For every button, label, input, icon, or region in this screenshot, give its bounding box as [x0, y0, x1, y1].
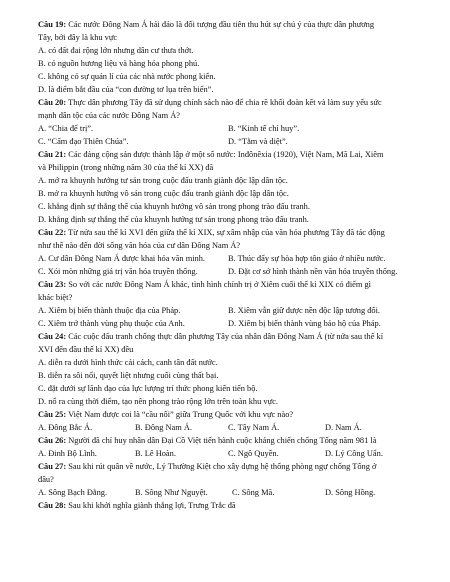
question-number: Câu 27: — [38, 462, 67, 471]
question-number: Câu 24: — [38, 332, 67, 341]
question-22-option-a: A. Cư dân Đông Nam Á được khai hóa văn minh. — [38, 254, 206, 263]
question-number: Câu 21: — [38, 150, 67, 159]
question-22-option-d: D. Đặt cơ sở hình thành nền văn hóa truyền thống. — [228, 267, 398, 276]
question-22-option-b: B. Thúc đẩy sự hòa hợp tôn giáo ở nhiều nước. — [228, 254, 386, 263]
question-21-option-c: C. khẳng định sự thắng thế của khuynh hướng vô sản trong phong trào đấu tranh. — [38, 202, 310, 211]
question-26-option-c: C. Ngô Quyền. — [228, 449, 279, 458]
question-number: Câu 28: — [38, 501, 67, 510]
question-27-stem-line-2: đâu? — [38, 475, 54, 484]
question-22-option-c: C. Xói mòn những giá trị văn hóa truyền thống. — [38, 267, 198, 276]
question-text: Các cuộc đấu tranh chống thực dân phương Tây của nhân dân Đông Nam Á (từ nửa sau thế kỉ — [68, 332, 384, 341]
question-24-option-c: C. đặt dưới sự lãnh đạo của lực lượng trí thức phong kiến tiến bộ. — [38, 384, 258, 393]
question-number: Câu 20: — [38, 98, 67, 107]
question-number: Câu 23: — [38, 280, 67, 289]
question-25-stem-line-1 — [38, 409, 438, 420]
question-24-stem-line-1 — [38, 331, 438, 342]
question-27-option-c: C. Sông Mã. — [232, 488, 275, 497]
question-20-option-d: D. “Tằm và diệt”. — [228, 137, 288, 146]
question-26-stem-line-1 — [38, 435, 438, 446]
question-25-option-b: B. Đông Nam Á. — [135, 423, 192, 432]
question-23-option-a: A. Xiêm bị biến thành thuộc địa của Pháp. — [38, 306, 181, 315]
question-24-option-a: A. diễn ra dưới hình thức cải cách, canh tân đất nước. — [38, 358, 218, 367]
question-26-option-a: A. Đinh Bộ Lĩnh. — [38, 449, 97, 458]
question-text: Việt Nam được coi là “cầu nối” giữa Trung Quốc với khu vực nào? — [68, 410, 294, 419]
question-21-stem-line-2: và Philippin (trong những năm 30 của thế kỉ XX) đã — [38, 163, 214, 172]
question-27-option-a: A. Sông Bạch Đằng. — [38, 488, 108, 497]
question-24-option-d: D. nổ ra cùng thời điểm, tạo nên phong trào rộng lớn trên toàn khu vực. — [38, 397, 278, 406]
question-20-option-c: C. “Cấm đạo Thiên Chúa”. — [38, 137, 129, 146]
question-23-option-c: C. Xiêm trở thành vùng phụ thuộc của Anh. — [38, 319, 185, 328]
question-text: Người đã chỉ huy nhân dân Đại Cồ Việt tiến hành cuộc kháng chiến chống Tống năm 981 là — [68, 436, 377, 445]
question-text: Các đảng cộng sản được thành lập ở một số nước: Inđônêxia (1920), Việt Nam, Mã Lai, Xiêm — [68, 150, 384, 159]
question-text: Sau khi khởi nghĩa giành thắng lợi, Trưng Trắc đã — [68, 501, 236, 510]
question-text: Các nước Đông Nam Á hải đảo là đối tượng đầu tiên thu hút sự chú ý của thực dân phương — [68, 20, 375, 29]
question-23-stem-line-2: khác biệt? — [38, 293, 73, 302]
question-23-stem-line-1 — [38, 279, 438, 290]
question-19-option-c: C. không có sự quản lí của các nhà nước phong kiến. — [38, 72, 216, 81]
question-19-option-a: A. có đất đai rộng lớn nhưng dân cư thưa thớt. — [38, 46, 194, 55]
question-number: Câu 26: — [38, 436, 67, 445]
question-26-option-d: D. Lý Công Uẩn. — [325, 449, 383, 458]
question-19-option-d: D. là điểm bắt đầu của “con đường tơ lụa trên biển”. — [38, 85, 214, 94]
question-19-option-b: B. có nguồn hương liệu và hàng hóa phong phú. — [38, 59, 200, 68]
question-text: Thực dân phương Tây đã sử dụng chính sách nào để chia rẽ khối đoàn kết và làm suy yếu sức — [68, 98, 382, 107]
question-25-option-c: C. Tây Nam Á. — [228, 423, 280, 432]
question-25-option-a: A. Đông Bắc Á. — [38, 423, 93, 432]
question-number: Câu 25: — [38, 410, 67, 419]
question-27-stem-line-1 — [38, 461, 438, 472]
question-19-stem-line-2: Tây, bởi đây là khu vực — [38, 33, 118, 42]
question-21-option-b: B. mở ra khuynh hướng vô sản trong cuộc đấu tranh giành độc lập dân tộc. — [38, 189, 289, 198]
question-text: Sau khi rút quân về nước, Lý Thường Kiệt cho xây dựng hệ thống phòng ngự chống Tống ở — [68, 462, 377, 471]
question-23-option-d: D. Xiêm bị biến thành vùng bảo hộ của Pháp. — [228, 319, 381, 328]
question-21-option-d: D. khẳng định sự thắng thế của khuynh hướng tư sản trong phong trào đấu tranh. — [38, 215, 309, 224]
question-27-option-b: B. Sông Như Nguyệt. — [135, 488, 208, 497]
question-21-stem-line-1 — [38, 149, 438, 160]
question-21-option-a: A. mở ra khuynh hướng tư sản trong cuộc đấu tranh giành độc lập dân tộc. — [38, 176, 288, 185]
question-20-stem-line-2: mạnh dân tộc của các nước Đông Nam Á? — [38, 111, 180, 120]
question-number: Câu 22: — [38, 228, 67, 237]
question-20-option-b: B. “Kinh tế chỉ huy”. — [228, 124, 300, 133]
question-number: Câu 19: — [38, 20, 67, 29]
question-22-stem-line-1 — [38, 227, 438, 238]
question-27-option-d: D. Sông Hồng. — [325, 488, 376, 497]
question-20-stem-line-1 — [38, 97, 438, 108]
question-24-option-b: B. diễn ra sôi nổi, quyết liệt nhưng cuối cùng thất bại. — [38, 371, 219, 380]
question-25-option-d: D. Nam Á. — [325, 423, 362, 432]
question-text: Từ nửa sau thế kỉ XVI đến giữa thế kỉ XIX, sự xâm nhập của văn hóa phương Tây đã tác động — [68, 228, 385, 237]
question-22-stem-line-2: như thế nào đến đời sống văn hóa của cư dân Đông Nam Á? — [38, 241, 241, 250]
question-20-option-a: A. “Chia để trị”. — [38, 124, 94, 133]
question-24-stem-line-2: XVI đến đầu thế kỉ XX) đều — [38, 345, 134, 354]
question-text: So với các nước Đông Nam Á khác, tình hình chính trị ở Xiêm cuối thế kỉ XIX có điểm gì — [68, 280, 371, 289]
question-26-option-b: B. Lê Hoàn. — [135, 449, 176, 458]
question-28-stem-line-1 — [38, 500, 438, 511]
question-19-stem-line-1 — [38, 19, 438, 30]
question-23-option-b: B. Xiêm vẫn giữ được nền độc lập tương đối. — [228, 306, 381, 315]
